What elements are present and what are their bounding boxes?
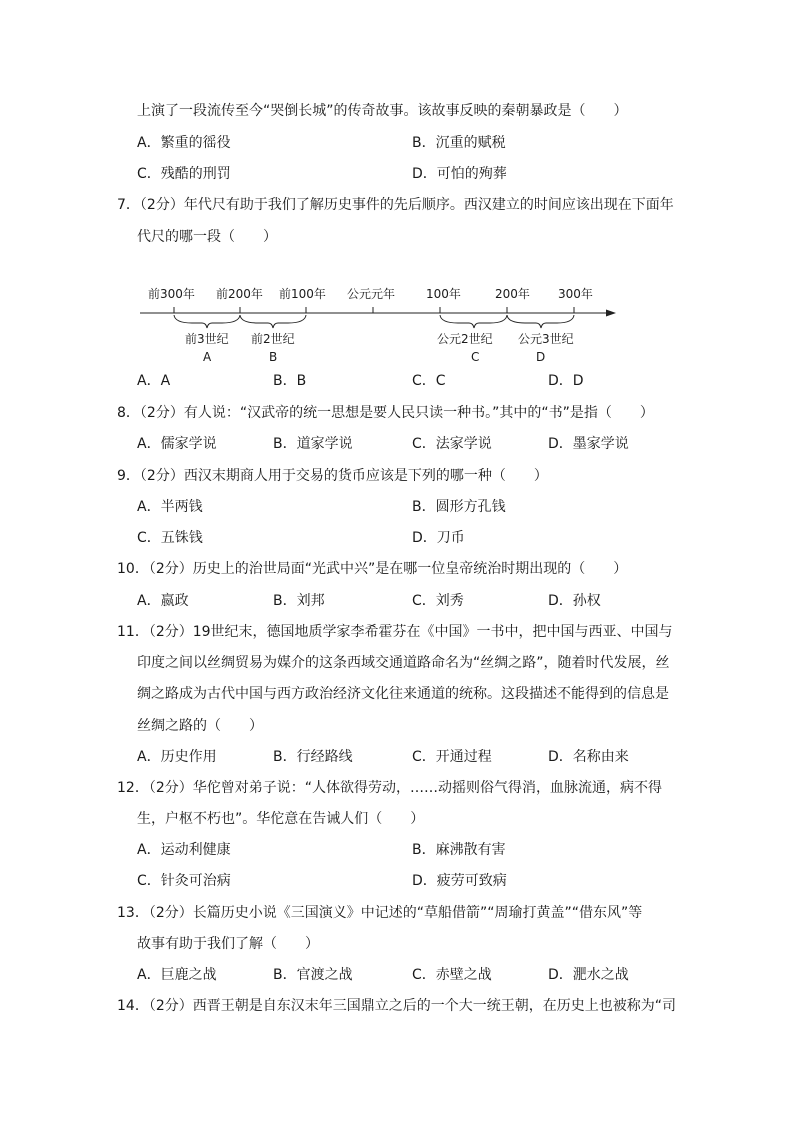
timeline-arrow	[606, 310, 616, 317]
q6-option-c[interactable]: C．残酷的刑罚	[137, 166, 231, 182]
q6-option-d[interactable]: D．可怕的殉葬	[412, 166, 507, 182]
q7-option-d[interactable]: D．D	[548, 373, 584, 389]
question-13-line-1: 13．（2分）长篇历史小说《三国演义》中记述的“草船借箭”“周瑜打黄盖”“借东风”等	[117, 905, 643, 921]
q8-option-c[interactable]: C．法家学说	[412, 436, 492, 452]
question-9-line-1: 9．（2分）西汉末期商人用于交易的货币应该是下列的哪一种（ ）	[117, 468, 548, 484]
q8-option-d[interactable]: D．墨家学说	[548, 436, 629, 452]
question-10-line-1: 10．（2分）历史上的治世局面“光武中兴”是在哪一位皇帝统治时期出现的（ ）	[117, 561, 628, 577]
question-11-line-4: 丝绸之路的（ ）	[137, 718, 263, 734]
q13-option-b[interactable]: B．官渡之战	[273, 967, 353, 983]
timeline-label-100bc: 前100年	[279, 287, 326, 301]
question-14-line-1: 14．（2分）西晋王朝是自东汉末年三国鼎立之后的一个大一统王朝，在历史上也被称为“司	[117, 998, 676, 1014]
brace-segment-d	[507, 315, 574, 328]
q7-option-b[interactable]: B．B	[273, 373, 307, 389]
segment-c-letter: C	[471, 350, 480, 364]
q13-option-a[interactable]: A．巨鹿之战	[137, 967, 217, 983]
q9-option-b[interactable]: B．圆形方孔钱	[412, 499, 506, 515]
q12-option-d[interactable]: D．疲劳可致病	[412, 873, 507, 889]
q13-option-d[interactable]: D．淝水之战	[548, 967, 629, 983]
timeline-label-year-1: 公元元年	[347, 287, 396, 301]
q9-option-d[interactable]: D．刀币	[412, 530, 465, 546]
q13-option-c[interactable]: C．赤壁之战	[412, 967, 492, 983]
q12-option-b[interactable]: B．麻沸散有害	[412, 842, 506, 858]
q7-option-c[interactable]: C．C	[412, 373, 446, 389]
q9-option-c[interactable]: C．五铢钱	[137, 530, 203, 546]
segment-a-letter: A	[203, 350, 212, 364]
brace-segment-c	[440, 315, 507, 328]
question-13-line-2: 故事有助于我们了解（ ）	[137, 936, 319, 952]
q6-option-a[interactable]: A．繁重的徭役	[137, 135, 231, 151]
question-12-line-1: 12．（2分）华佗曾对弟子说：“人体欲得劳动，……动摇则俗气得消，血脉流通，病不得	[117, 780, 662, 796]
q7-option-a[interactable]: A．A	[137, 373, 171, 389]
q6-option-b[interactable]: B．沉重的赋税	[412, 135, 506, 151]
q11-option-c[interactable]: C．开通过程	[412, 749, 492, 765]
q10-option-b[interactable]: B．刘邦	[273, 593, 325, 609]
q10-option-c[interactable]: C．刘秀	[412, 593, 464, 609]
question-12-line-2: 生，户枢不朽也”。华佗意在告诫人们（ ）	[137, 811, 425, 827]
segment-b-letter: B	[269, 350, 278, 364]
segment-b-label: 前2世纪	[251, 332, 295, 346]
q8-option-b[interactable]: B．道家学说	[273, 436, 353, 452]
brace-segment-b	[240, 315, 306, 328]
q11-option-d[interactable]: D．名称由来	[548, 749, 629, 765]
question-6-tail: 上演了一段流传至今“哭倒长城”的传奇故事。该故事反映的秦朝暴政是（ ）	[137, 103, 628, 119]
q11-option-a[interactable]: A．历史作用	[137, 749, 217, 765]
q9-option-a[interactable]: A．半两钱	[137, 499, 203, 515]
q10-option-a[interactable]: A．嬴政	[137, 593, 189, 609]
question-11-line-2: 印度之间以丝绸贸易为媒介的这条西域交通道路命名为“丝绸之路”，随着时代发展，丝	[137, 655, 670, 671]
timeline-label-300ad: 300年	[558, 287, 593, 301]
q12-option-c[interactable]: C．针灸可治病	[137, 873, 231, 889]
timeline-label-100ad: 100年	[426, 287, 461, 301]
timeline-label-300bc: 前300年	[148, 287, 195, 301]
q8-option-a[interactable]: A．儒家学说	[137, 436, 217, 452]
q10-option-d[interactable]: D．孙权	[548, 593, 601, 609]
timeline-label-200ad: 200年	[495, 287, 530, 301]
segment-a-label: 前3世纪	[185, 332, 229, 346]
segment-c-label: 公元2世纪	[437, 332, 493, 346]
brace-segment-a	[174, 315, 240, 328]
timeline-label-200bc: 前200年	[216, 287, 263, 301]
question-11-line-1: 11．（2分）19世纪末，德国地质学家李希霍芬在《中国》一书中，把中国与西亚、中国与	[117, 624, 673, 640]
q11-option-b[interactable]: B．行经路线	[273, 749, 353, 765]
question-8-line-1: 8．（2分）有人说：“汉武帝的统一思想是要人民只读一种书。”其中的“书”是指（ ）	[117, 405, 654, 421]
question-7-line-2: 代尺的哪一段（ ）	[137, 229, 277, 245]
timeline-figure	[0, 0, 794, 380]
question-11-line-3: 绸之路成为古代中国与西方政治经济文化往来通道的统称。这段描述不能得到的信息是	[137, 686, 669, 702]
segment-d-letter: D	[536, 350, 546, 364]
question-7-line-1: 7．（2分）年代尺有助于我们了解历史事件的先后顺序。西汉建立的时间应该出现在下面年	[117, 197, 674, 213]
segment-d-label: 公元3世纪	[518, 332, 574, 346]
q12-option-a[interactable]: A．运动利健康	[137, 842, 231, 858]
